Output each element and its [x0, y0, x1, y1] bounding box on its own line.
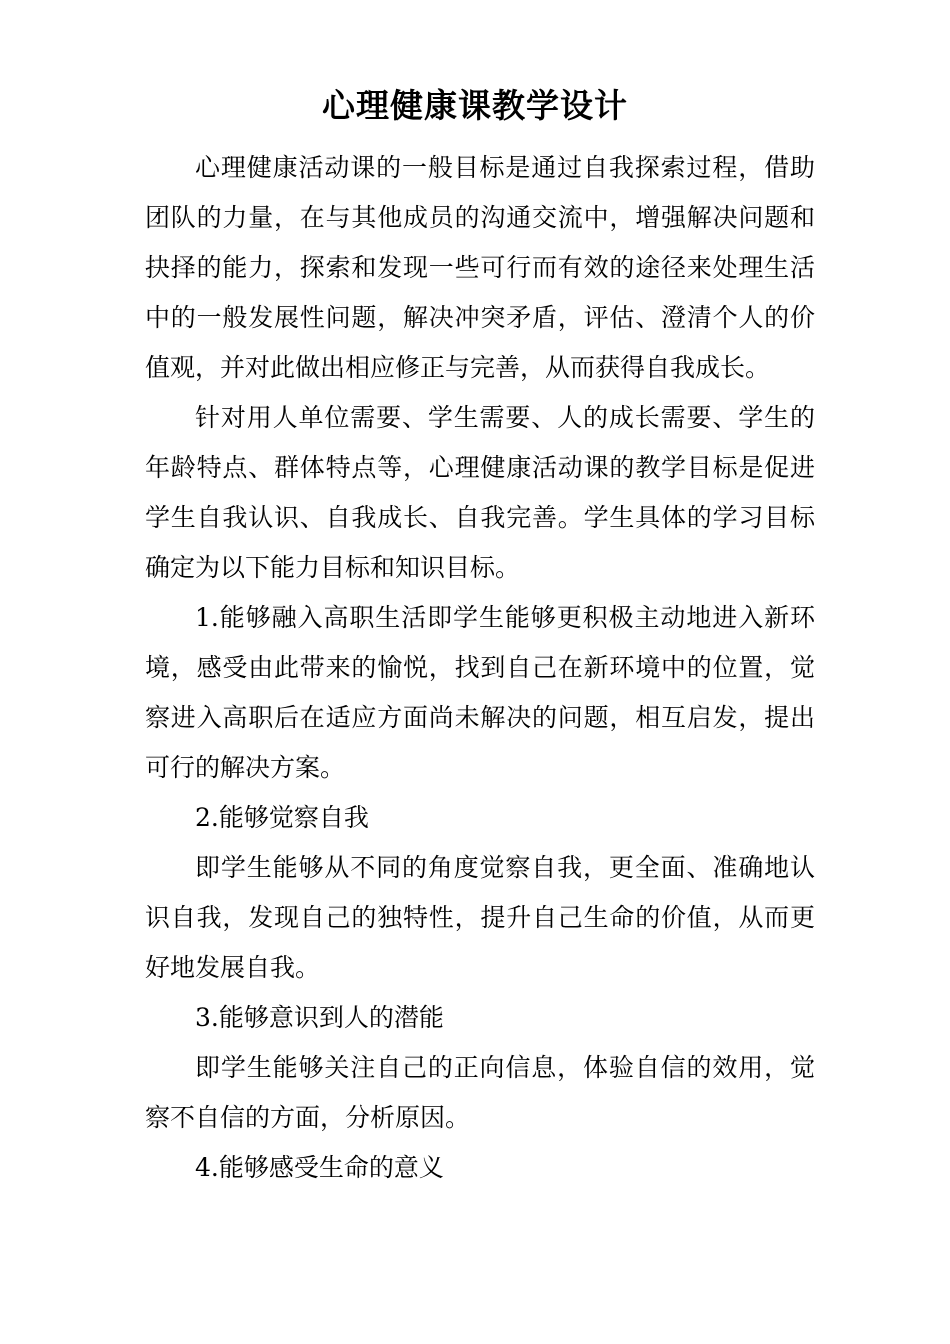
- paragraph-item-2-body: 即学生能够从不同的角度觉察自我，更全面、准确地认识自我，发现自己的独特性，提升自己生命的价值，从而更好地发展自我。: [145, 853, 815, 982]
- paragraph-item-1: 1.能够融入高职生活即学生能够更积极主动地进入新环境，感受由此带来的愉悦，找到自己在新环境中的位置，觉察进入高职后在适应方面尚未解决的问题，相互启发，提出可行的解决方案。: [145, 603, 815, 782]
- paragraph-item-3-body: 即学生能够关注自己的正向信息，体验自信的效用，觉察不自信的方面，分析原因。: [145, 1053, 815, 1132]
- paragraph-item-2-heading: 2.能够觉察自我: [195, 803, 369, 832]
- paragraph-item-3-heading: 3.能够意识到人的潜能: [195, 1003, 444, 1032]
- paragraph-item-4-heading: 4.能够感受生命的意义: [195, 1153, 444, 1182]
- paragraph-general-goal: 心理健康活动课的一般目标是通过自我探索过程，借助团队的力量，在与其他成员的沟通交流中，增强解决问题和抉择的能力，探索和发现一些可行而有效的途径来处理生活中的一般发展性问题，解决冲突矛盾，评估、澄清个人的价值观，并对此做出相应修正与完善，从而获得自我成长。: [145, 153, 815, 382]
- document-title: 心理健康课教学设计: [322, 86, 628, 125]
- paragraph-teaching-goal: 针对用人单位需要、学生需要、人的成长需要、学生的年龄特点、群体特点等，心理健康活动课的教学目标是促进学生自我认识、自我成长、自我完善。学生具体的学习目标确定为以下能力目标和知识目标。: [145, 403, 815, 582]
- document-body: [145, 143, 815, 1193]
